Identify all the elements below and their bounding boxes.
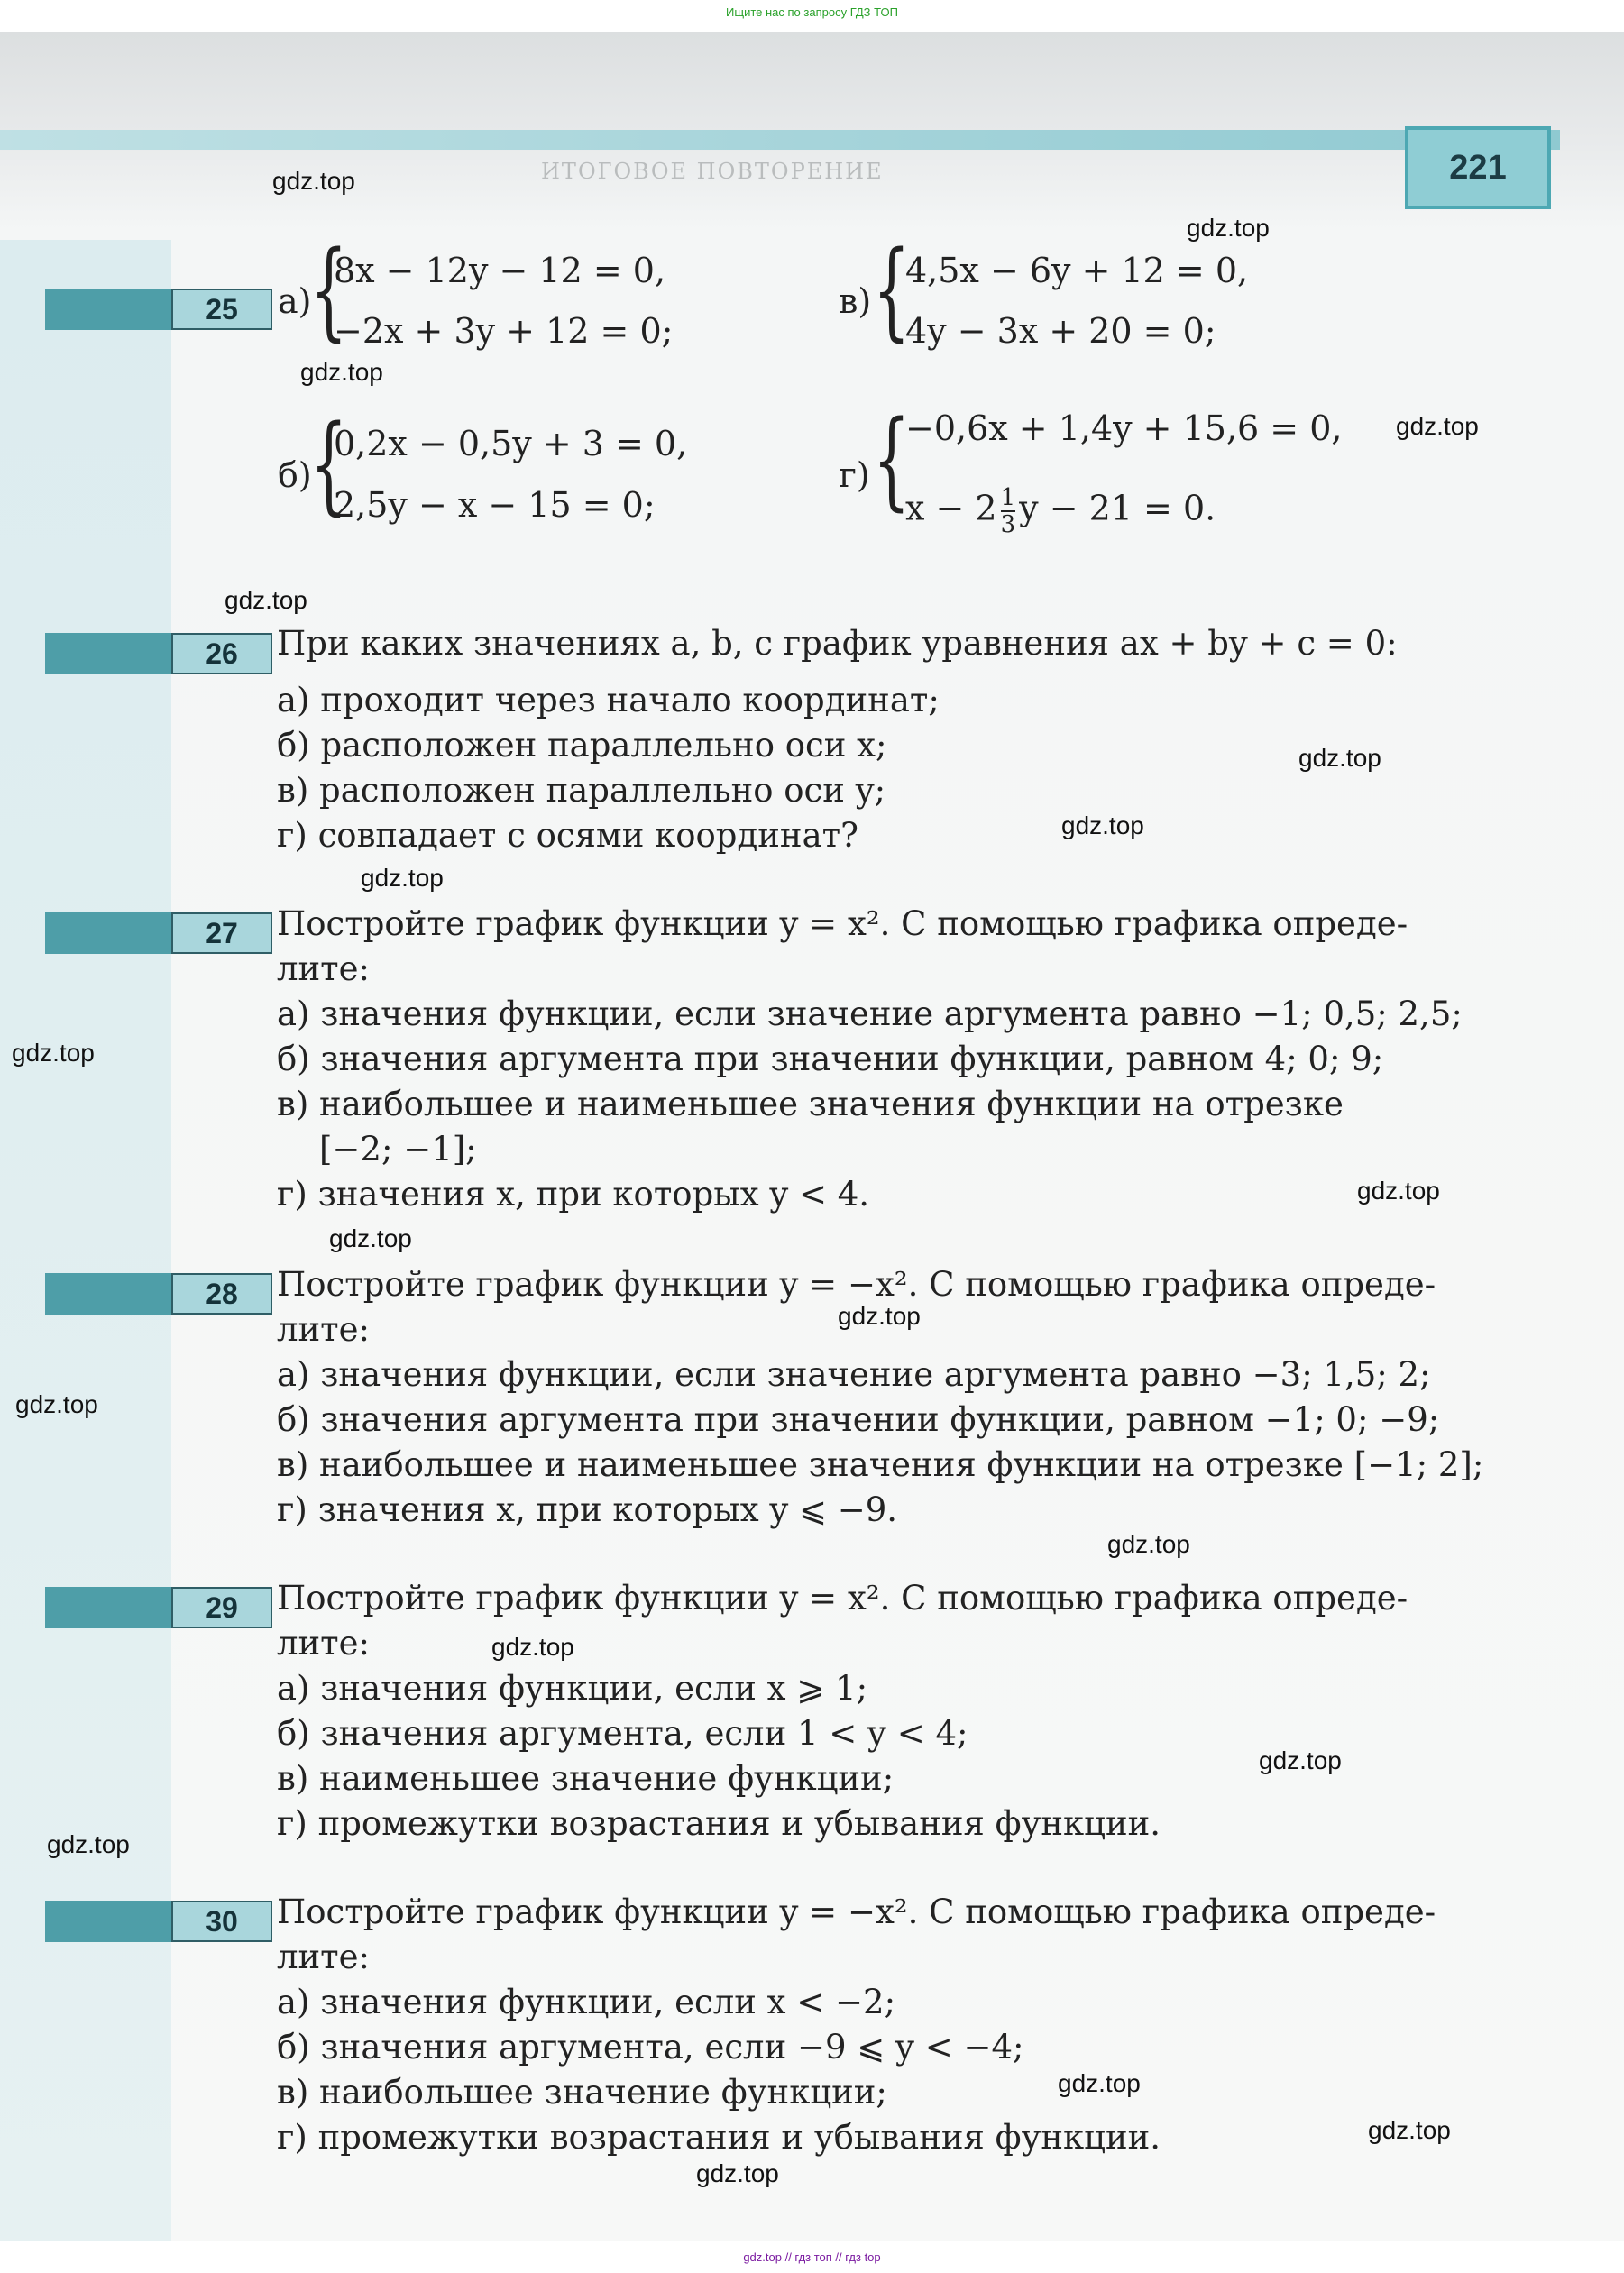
task30-text-cont: лите: [277,1938,370,1976]
task30-item-g: г) промежутки возрастания и убывания функции. [277,2118,1161,2157]
watermark: gdz.top [12,1039,95,1067]
fraction-numerator: 1 [1000,484,1016,511]
system-a-eq2: −2x + 3y + 12 = 0; [334,311,674,351]
watermark: gdz.top [1259,1746,1342,1774]
task-number-26 [45,633,271,674]
task27-item-g: г) значения x, при которых y < 4. [277,1175,870,1214]
watermark: gdz.top [1058,2069,1141,2097]
task29-item-b: б) значения аргумента, если 1 < y < 4; [277,1714,968,1753]
watermark: gdz.top [1357,1177,1440,1205]
watermark: gdz.top [1187,214,1270,242]
task30-item-v: в) наибольшее значение функции; [277,2073,887,2112]
watermark: gdz.top [1396,412,1479,440]
task-number-bar [45,633,171,674]
watermark: gdz.top [329,1224,412,1252]
fraction-denominator: 3 [1000,511,1016,538]
task26-item-b: б) расположен параллельно оси x; [277,726,887,765]
watermark: gdz.top [1368,2116,1451,2144]
system-v-eq2: 4y − 3x + 20 = 0; [905,311,1216,351]
task29-item-g: г) промежутки возрастания и убывания функции. [277,1804,1161,1843]
task29-item-a: а) значения функции, если x ⩾ 1; [277,1669,868,1708]
top-note: Ищите нас по запросу ГДЗ ТОП [726,5,898,19]
task-number-25 [45,289,271,330]
task-number-box: 29 [171,1587,272,1628]
system-g-eq1: −0,6x + 1,4y + 15,6 = 0, [905,408,1343,448]
watermark: gdz.top [15,1390,98,1418]
watermark: gdz.top [1298,744,1381,772]
task-number-30 [45,1901,271,1942]
task-number-bar [45,289,171,330]
system-b-brace: { [310,401,348,526]
task29-text-cont: лите: [277,1624,370,1663]
system-v-brace: { [873,227,911,352]
task26-text: При каких значениях a, b, c график уравнения ax + by + c = 0: [277,624,1398,663]
task28-text-cont: лите: [277,1310,370,1349]
watermark: gdz.top [1107,1530,1190,1558]
running-head: ИТОГОВОЕ ПОВТОРЕНИЕ [541,159,884,184]
task-number-bar [45,1901,171,1942]
system-g-eq2-end: y − 21 = 0. [1019,488,1216,528]
page-number: 221 [1405,126,1551,209]
system-a-brace: { [310,227,348,352]
watermark: gdz.top [838,1302,921,1330]
task-number-box: 30 [171,1901,272,1942]
task-number-bar [45,1587,171,1628]
task27-text-cont: лите: [277,949,370,988]
task26-item-g: г) совпадает с осями координат? [277,816,858,855]
watermark: gdz.top [47,1830,130,1858]
watermark: gdz.top [696,2159,779,2187]
task-number-box: 25 [171,289,272,330]
mixed-fraction [1001,485,1016,537]
system-g-brace: { [873,397,911,521]
task-number-bar [45,912,171,954]
watermark: gdz.top [1061,811,1144,839]
task-number-box: 27 [171,912,272,954]
task28-text: Постройте график функции y = −x². С помощью графика опреде- [277,1265,1436,1304]
task29-text: Постройте график функции y = x². С помощью графика опреде- [277,1579,1408,1618]
task28-item-a: а) значения функции, если значение аргумента равно −3; 1,5; 2; [277,1355,1431,1394]
task-number-bar [45,1273,171,1315]
system-a-eq1: 8x − 12y − 12 = 0, [334,251,666,290]
watermark: gdz.top [361,864,444,892]
system-g-eq2-start: x − 2 [905,488,997,528]
task27-item-v: в) наибольшее и наименьшее значения функции на отрезке [277,1085,1344,1123]
watermark: gdz.top [272,167,355,195]
system-v-eq1: 4,5x − 6y + 12 = 0, [905,251,1249,290]
task28-item-v: в) наибольшее и наименьшее значения функции на отрезке [−1; 2]; [277,1445,1484,1484]
task-number-29 [45,1587,271,1628]
watermark: gdz.top [491,1633,574,1661]
system-b-eq2: 2,5y − x − 15 = 0; [334,485,656,525]
system-g-eq2 [905,485,1216,537]
task28-item-g: г) значения x, при которых y ⩽ −9. [277,1490,898,1529]
bottom-note: gdz.top // гдз топ // гдз top [743,2250,881,2264]
task-number-box: 28 [171,1273,272,1315]
system-b-eq1: 0,2x − 0,5y + 3 = 0, [334,424,688,463]
header-band [0,130,1560,150]
task27-item-v-cont: [−2; −1]; [319,1130,477,1169]
task-number-28 [45,1273,271,1315]
task30-item-a: а) значения функции, если x < −2; [277,1983,896,2021]
task28-item-b: б) значения аргумента при значении функции, равном −1; 0; −9; [277,1400,1440,1439]
task29-item-v: в) наименьшее значение функции; [277,1759,895,1798]
task27-item-b: б) значения аргумента при значении функции, равном 4; 0; 9; [277,1040,1384,1078]
task-number-27 [45,912,271,954]
watermark: gdz.top [300,358,383,386]
system-v-label: в) [839,281,872,321]
task30-item-b: б) значения аргумента, если −9 ⩽ y < −4; [277,2028,1024,2067]
task27-text: Постройте график функции y = x². С помощью графика опреде- [277,904,1408,943]
task27-item-a: а) значения функции, если значение аргумента равно −1; 0,5; 2,5; [277,994,1463,1033]
task26-item-v: в) расположен параллельно оси y; [277,771,886,810]
task26-item-a: а) проходит через начало координат; [277,681,940,719]
system-b-label: б) [278,455,312,495]
task30-text: Постройте график функции y = −x². С помощью графика опреде- [277,1893,1436,1931]
system-a-label: а) [278,281,312,321]
system-g-label: г) [839,455,870,495]
watermark: gdz.top [225,586,307,614]
task-number-box: 26 [171,633,272,674]
